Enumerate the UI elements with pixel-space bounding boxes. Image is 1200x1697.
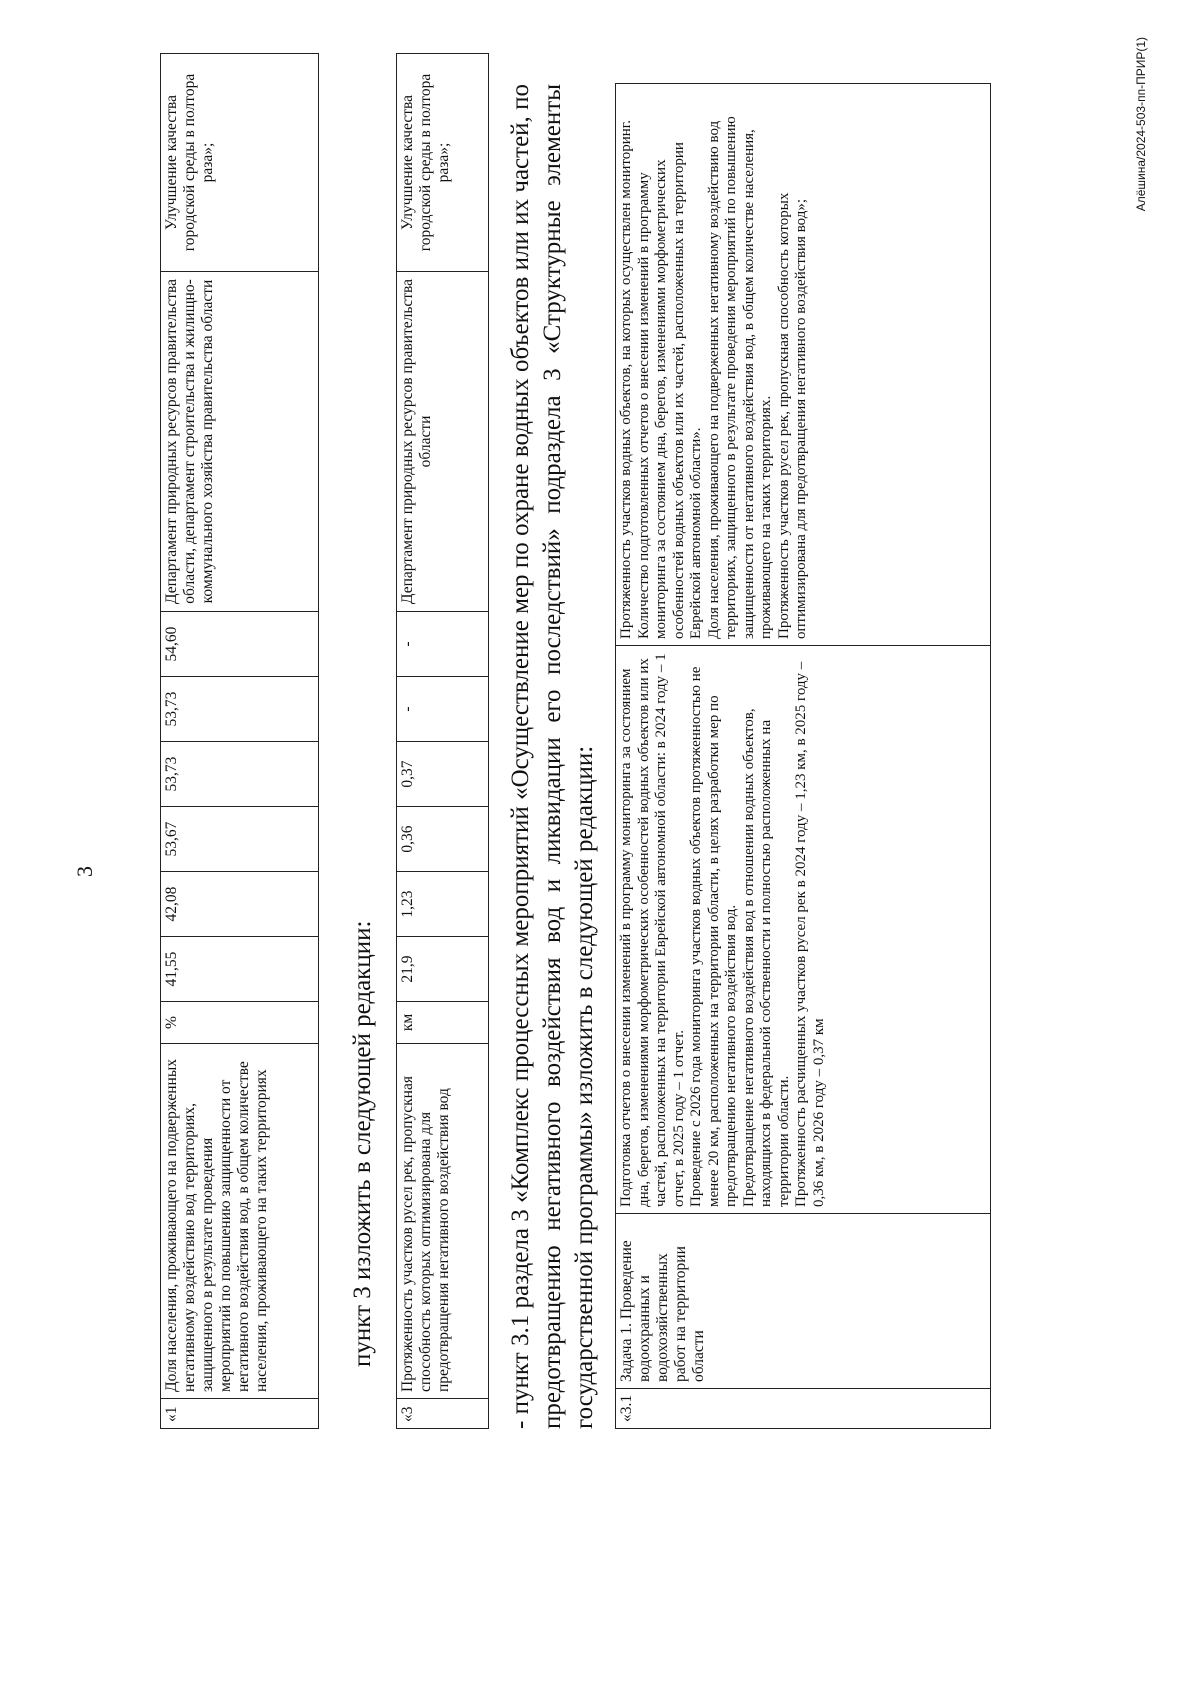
indicator-name: Протяженность участков русел рек, пропускная способность которых оптимизирована для предотвращения негативного воздействия вод xyxy=(397,1044,489,1399)
section-heading: пункт 3 изложить в следующей редакции: xyxy=(349,920,376,1367)
value-cell: 21,9 xyxy=(397,937,489,1002)
value-cell: 42,08 xyxy=(161,872,319,937)
expected-result: Улучшение качества городской среды в полтора раза»; xyxy=(161,54,319,272)
value-cell: 53,73 xyxy=(161,677,319,742)
value-cell: 53,73 xyxy=(161,742,319,807)
indicator-name: Доля населения, проживающего на подверженных негативному воздействию вод территориях, защищенного в результате проведения мероприятий по повышению защищенности от негативного воздействия вод, в общем количестве населения, проживающего на таких территориях xyxy=(161,1044,319,1399)
row-number: «3.1 xyxy=(616,1389,991,1429)
responsible-authority: Департамент природных ресурсов правительства области xyxy=(397,272,489,612)
row-number: «3 xyxy=(397,1399,489,1429)
value-cell: - xyxy=(397,677,489,742)
value-cell: 0,37 xyxy=(397,742,489,807)
value-cell: 53,67 xyxy=(161,807,319,872)
indicator-table-2 xyxy=(396,53,489,1429)
measures-table xyxy=(615,83,991,1429)
indicators-cell: Протяженность участков водных объектов, на которых осуществлен мониторинг. Количество подготовленных отчетов о внесении изменений в программу мониторинга за состоянием дна, берегов, изменениями морфометрических особенностей водных объектов или их частей, расположенных на территории Еврейской автономной области». Доля населения, проживающего на подверженных негативному воздействию вод территориях, защищенного в результате проведения мероприятий по повышению защищенности от негативного воздействия вод, в общем количестве населения, проживающего на таких территориях. Протяженность участков русел рек, пропускная способность которых оптимизирована для предотвращения негативного воздействия вод»; xyxy=(616,84,991,646)
amendment-paragraph: - пункт 3.1 раздела 3 «Комплекс процессных мероприятий «Осуществление мер по охране водных объектов или их частей, по предотвращению негативного воздействия вод и ликвидации его последствий» подраздела 3 «Структурные элементы государственной программы» изложить в следующей редакции: xyxy=(507,84,598,1429)
value-cell: - xyxy=(397,612,489,677)
responsible-authority: Департамент природных ресурсов правительства области, департамент строительства и жилищно-коммунального хозяйства правительства области xyxy=(161,272,319,612)
value-cell: 54,60 xyxy=(161,612,319,677)
unit: % xyxy=(161,1002,319,1044)
measures-cell: Подготовка отчетов о внесении изменений в программу мониторинга за состоянием дна, берегов, изменениями морфометрических особенностей водных объектов или их частей, расположенных на территории Еврейской автономной области: в 2024 году – 1 отчет, в 2025 году – 1 отчет. Проведение с 2026 года мониторинга участков водных объектов протяженностью не менее 20 км, расположенных на территории области, в целях разработки мер по предотвращению негативного воздействия вод. Предотвращение негативного воздействия вод в отношении водных объектов, находящихся в федеральной собственности и полностью расположенных на территории области. Протяженность расчищенных участков русел рек в 2024 году – 1,23 км, в 2025 году – 0,36 км, в 2026 году – 0,37 км xyxy=(616,646,991,1214)
row-number: «1 xyxy=(161,1399,319,1429)
page-number: 3 xyxy=(72,866,97,877)
document-footer: Алёшина/2024-503-пп-ПРИР(1) xyxy=(1134,37,1148,212)
task-cell: Задача 1. Проведение водоохранных и водохозяйственных работ на территории области xyxy=(616,1214,991,1389)
value-cell: 1,23 xyxy=(397,872,489,937)
indicator-table-1 xyxy=(160,53,319,1429)
unit: км xyxy=(397,1002,489,1044)
value-cell: 41,55 xyxy=(161,937,319,1002)
expected-result: Улучшение качества городской среды в полтора раза»; xyxy=(397,54,489,272)
value-cell: 0,36 xyxy=(397,807,489,872)
